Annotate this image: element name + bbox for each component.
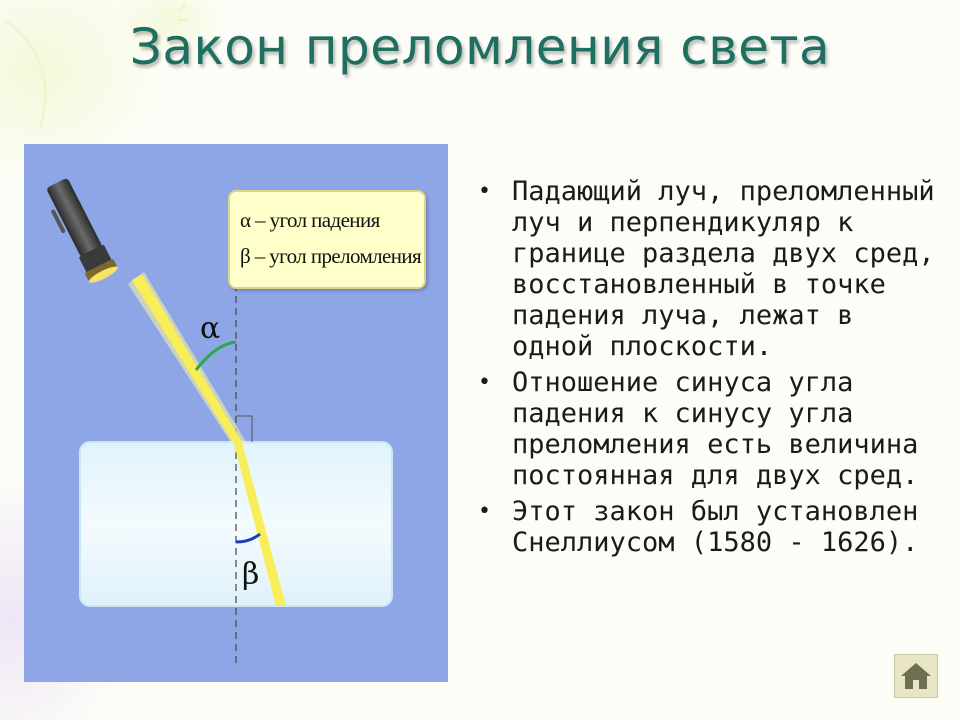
bullet-list (478, 176, 948, 563)
legend-beta-line: β – угол преломления (240, 244, 422, 268)
angle-legend (228, 190, 426, 289)
beta-label: β (242, 557, 260, 592)
bullet-dot-icon: • (478, 499, 491, 524)
bullet-item (478, 496, 948, 558)
bullet-dot-icon: • (478, 179, 491, 204)
bullet-item (478, 367, 948, 491)
home-button[interactable] (894, 654, 938, 698)
bullet-text: Отношение синуса угла падения к синусу угла преломления есть величина постоянная для двух сред. (512, 367, 919, 491)
bullet-text: Падающий луч, преломленный луч и перпендикуляр к границе раздела двух сред, восстановленный в точке падения луча, лежат в одной плоскости. (512, 176, 935, 362)
bullet-dot-icon: • (478, 370, 491, 395)
bullet-text: Этот закон был установлен Снеллиусом (1580 - 1626). (512, 496, 919, 558)
alpha-label: α (200, 311, 221, 346)
slide-title: Закон преломления света (129, 18, 831, 76)
home-icon (895, 655, 937, 697)
legend-alpha-line: α – угол падения (240, 208, 380, 232)
bullet-item (478, 176, 948, 362)
